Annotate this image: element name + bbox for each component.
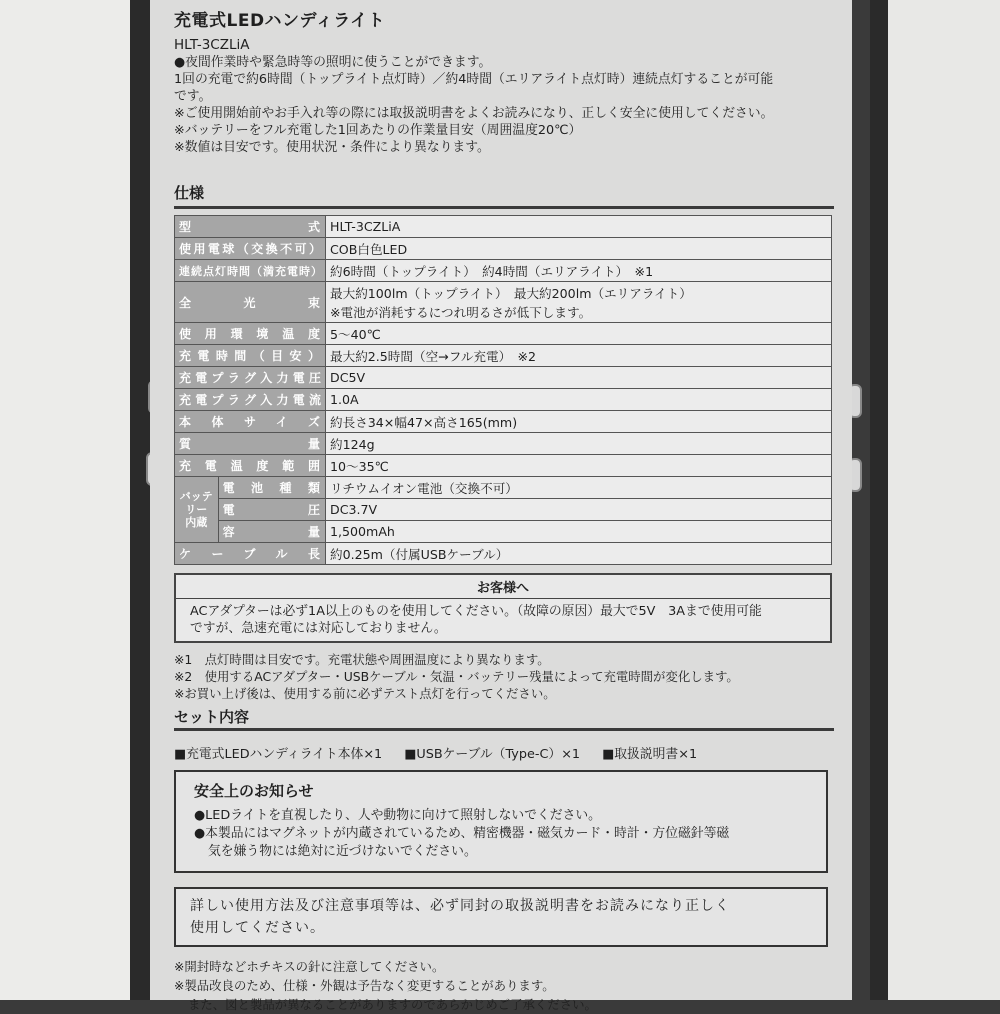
battery-group-line: リー: [185, 503, 208, 516]
intro-line: ※数値は目安です。使用状況・条件により異なります。: [174, 140, 490, 155]
spec-value: 約6時間（トップライト） 約4時間（エリアライト） ※1: [326, 260, 832, 282]
intro-line: ※バッテリーをフル充電した1回あたりの作業量目安（周囲温度20℃）: [174, 123, 582, 138]
set-contents-divider: [174, 728, 834, 731]
table-row: [175, 389, 832, 411]
spec-value: HLT-3CZLiA: [326, 216, 832, 238]
table-row: [175, 411, 832, 433]
product-title: 充電式LEDハンディライト: [174, 11, 386, 31]
set-item: ■USBケーブル（Type-C）×1: [404, 747, 581, 762]
spec-label: 使用環境温度: [175, 323, 326, 345]
spec-value: COB白色LED: [326, 238, 832, 260]
battery-group-label: [175, 477, 219, 543]
spec-value: 約124g: [326, 433, 832, 455]
customer-notice: [174, 573, 832, 643]
set-contents-heading: セット内容: [174, 708, 250, 726]
spec-label: 使用電球（交換不可）: [175, 238, 326, 260]
spec-label: 本体サイズ: [175, 411, 326, 433]
safety-heading: 安全上のお知らせ: [194, 782, 314, 800]
spec-divider: [174, 206, 834, 209]
spec-value: 1.0A: [326, 389, 832, 411]
instruction-notice: [174, 887, 828, 947]
spec-value: リチウムイオン電池（交換不可）: [326, 477, 832, 499]
safety-notice: [174, 770, 828, 873]
table-row: [175, 499, 832, 521]
spec-label: 充電時間（目安）: [175, 345, 326, 367]
left-backdrop: [0, 0, 140, 1000]
safety-line: ●本製品にはマグネットが内蔵されているため、精密機器・磁気カード・時計・方位磁針等磁: [194, 826, 730, 841]
spec-value: 10〜35℃: [326, 455, 832, 477]
table-row: [175, 521, 832, 543]
intro-line: ※ご使用開始前やお手入れ等の際には取扱説明書をよくお読みになり、正しく安全に使用してください。: [174, 106, 774, 121]
product-card: [150, 0, 852, 1012]
set-item: ■取扱説明書×1: [602, 747, 698, 762]
table-row: [175, 282, 832, 323]
notice-line: ですが、急速充電には対応しておりません。: [190, 621, 447, 636]
instruction-line: 詳しい使用方法及び注意事項等は、必ず同封の取扱説明書をお読みになり正しく: [190, 898, 730, 914]
spec-value: 5〜40℃: [326, 323, 832, 345]
table-row: [175, 216, 832, 238]
spec-value: DC3.7V: [326, 499, 832, 521]
spec-label: ケーブル長: [175, 543, 326, 565]
spec-table: [174, 215, 832, 565]
spec-label: 充電プラグ入力電圧: [175, 367, 326, 389]
spec-value: 約0.25m（付属USBケーブル）: [326, 543, 832, 565]
safety-line: 気を嫌う物には絶対に近づけないでください。: [208, 844, 477, 859]
table-row: [175, 367, 832, 389]
table-row: [175, 477, 832, 499]
table-row: [175, 455, 832, 477]
spec-value: 最大約100lm（トップライト） 最大約200lm（エリアライト）: [330, 286, 692, 301]
notice-line: ACアダプターは必ず1A以上のものを使用してください。（故障の原因）最大で5V 3Aまで使用可能: [190, 604, 762, 619]
instruction-line: 使用してください。: [190, 920, 325, 936]
spec-value: 1,500mAh: [326, 521, 832, 543]
table-row: [175, 543, 832, 565]
spec-label: 型式: [175, 216, 326, 238]
spec-value: 最大約2.5時間（空→フル充電） ※2: [326, 345, 832, 367]
intro-line: ●夜間作業時や緊急時等の照明に使うことができます。: [174, 55, 492, 70]
table-row: [175, 345, 832, 367]
spec-heading: 仕様: [174, 184, 205, 202]
spec-label: 全光束: [175, 282, 326, 323]
bottom-note: ※開封時などホチキスの針に注意してください。: [174, 959, 445, 974]
table-row: [175, 260, 832, 282]
customer-notice-body: [176, 599, 830, 641]
footnotes: [174, 651, 834, 702]
spec-label: 質量: [175, 433, 326, 455]
right-backdrop: [870, 0, 1000, 1000]
spec-label: 充電プラグ入力電流: [175, 389, 326, 411]
card-content: [174, 6, 834, 1014]
battery-group-line: 内蔵: [185, 516, 208, 529]
intro-line: 1回の充電で約6時間（トップライト点灯時）／約4時間（エリアライト点灯時）連続点灯することが可能: [174, 72, 774, 87]
spec-value-note: ※電池が消耗するにつれ明るさが低下します。: [330, 305, 592, 320]
set-contents-list: [174, 743, 834, 762]
footnote: ※お買い上げ後は、使用する前に必ずテスト点灯を行ってください。: [174, 686, 556, 701]
table-row: [175, 433, 832, 455]
footnote: ※2 使用するACアダプター・USBケーブル・気温・バッテリー残量によって充電時間が変化します。: [174, 669, 739, 684]
footnote: ※1 点灯時間は目安です。充電状態や周囲温度により異なります。: [174, 652, 550, 667]
spec-label: 連続点灯時間（満充電時）: [175, 260, 326, 282]
bottom-note: ※製品改良のため、仕様・外観は予告なく変更することがあります。: [174, 978, 555, 993]
table-row: [175, 323, 832, 345]
spec-value-multiline: [326, 282, 832, 323]
spec-label: 電圧: [218, 499, 325, 521]
bottom-note: また、図と製品が異なることがありますのであらかじめご了承ください。: [188, 997, 597, 1012]
spec-label: 電池種類: [218, 477, 325, 499]
table-row: [175, 238, 832, 260]
set-item: ■充電式LEDハンディライト本体×1: [174, 747, 383, 762]
intro-line: です。: [174, 89, 212, 104]
safety-body: [194, 807, 812, 861]
product-model: HLT-3CZLiA: [174, 37, 250, 53]
safety-line: ●LEDライトを直視したり、人や動物に向けて照射しないでください。: [194, 808, 601, 823]
customer-notice-heading: お客様へ: [176, 575, 830, 599]
spec-value: 約長さ34×幅47×高さ165(mm): [326, 411, 832, 433]
spec-label: 充電温度範囲: [175, 455, 326, 477]
battery-group-line: バッテ: [179, 490, 213, 503]
spec-value: DC5V: [326, 367, 832, 389]
intro-text: [174, 54, 834, 156]
spec-label: 容量: [218, 521, 325, 543]
bottom-notes: [174, 957, 834, 1014]
